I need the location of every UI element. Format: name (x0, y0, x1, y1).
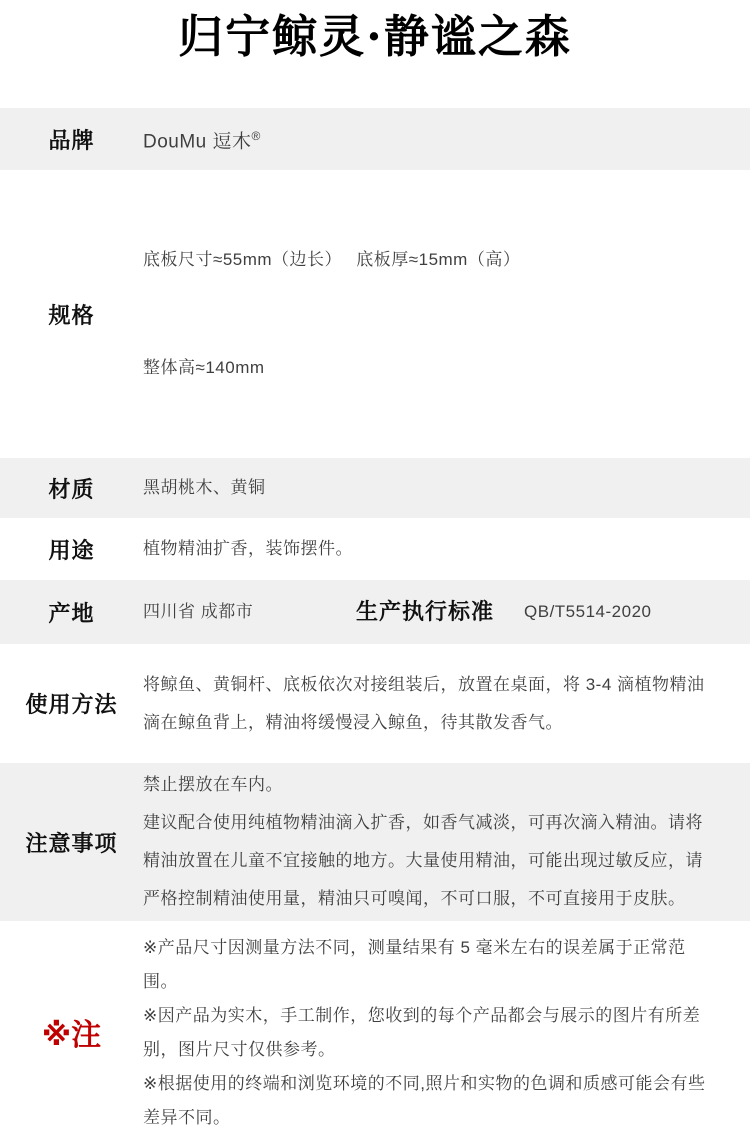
remark-line-1: ※产品尺寸因测量方法不同，测量结果有 5 毫米左右的误差属于正常范围。 (143, 938, 686, 991)
remark-value (143, 921, 750, 1143)
table-row-remark (0, 921, 750, 1143)
table-row-usage (0, 518, 750, 580)
usage-value: 植物精油扩香，装饰摆件。 (143, 539, 353, 558)
table-row-cautions (0, 763, 750, 921)
cautions-value (143, 766, 750, 918)
caution-line-1: 禁止摆放在车内。 (143, 775, 283, 794)
brand-value (143, 124, 750, 154)
product-spec-page (0, 8, 750, 1143)
page-title: 归宁鲸灵·静谧之森 (178, 10, 572, 63)
remark-line-3: ※根据使用的终端和浏览环境的不同,照片和实物的色调和质感可能会有些差异不同。 (143, 1074, 706, 1127)
table-row-how-to-use (0, 644, 750, 763)
spec-value (143, 170, 750, 458)
remark-line-2: ※因产品为实木，手工制作，您收到的每个产品都会与展示的图片有所差别，图片尺寸仅供参考。 (143, 1006, 701, 1059)
production-standard-value: QB/T5514-2020 (524, 602, 652, 621)
caution-line-2: 建议配合使用纯植物精油滴入扩香，如香气减淡，可再次滴入精油。请将精油放置在儿童不宜接触的地方。大量使用精油，可能出现过敏反应，请严格控制精油使用量，精油只可嗅闻，不可口服，不可直接用于皮肤。 (143, 813, 703, 908)
table-row-brand (0, 108, 750, 170)
cautions-label: 注意事项 (25, 830, 118, 856)
table-row-origin (0, 580, 750, 644)
brand-name: DouMu 逗木 (143, 131, 252, 153)
usage-label: 用途 (48, 537, 95, 563)
spec-label: 规格 (48, 302, 95, 328)
spec-line-dimensions: 底板尺寸≈55mm（边长） 底板厚≈15mm（高） (143, 250, 521, 269)
brand-label: 品牌 (48, 127, 95, 153)
material-value: 黑胡桃木、黄铜 (143, 478, 266, 497)
origin-place: 四川省 成都市 (143, 602, 254, 621)
how-to-use-label: 使用方法 (25, 692, 118, 717)
material-label: 材质 (48, 476, 95, 502)
remark-label: ※注 (41, 1019, 102, 1052)
table-row-material (0, 458, 750, 518)
spec-table (0, 108, 750, 1143)
origin-value (143, 593, 750, 631)
registered-trademark-symbol: ® (251, 128, 261, 143)
origin-label: 产地 (48, 600, 95, 626)
table-row-spec (0, 170, 750, 458)
production-standard-label: 生产执行标准 (356, 599, 495, 624)
spec-line-height: 整体高≈140mm (143, 358, 265, 377)
how-to-use-value: 将鲸鱼、黄铜杆、底板依次对接组装后，放置在桌面，将 3-4 滴植物精油滴在鲸鱼背上，精油将缓慢浸入鲸鱼，待其散发香气。 (143, 674, 705, 732)
